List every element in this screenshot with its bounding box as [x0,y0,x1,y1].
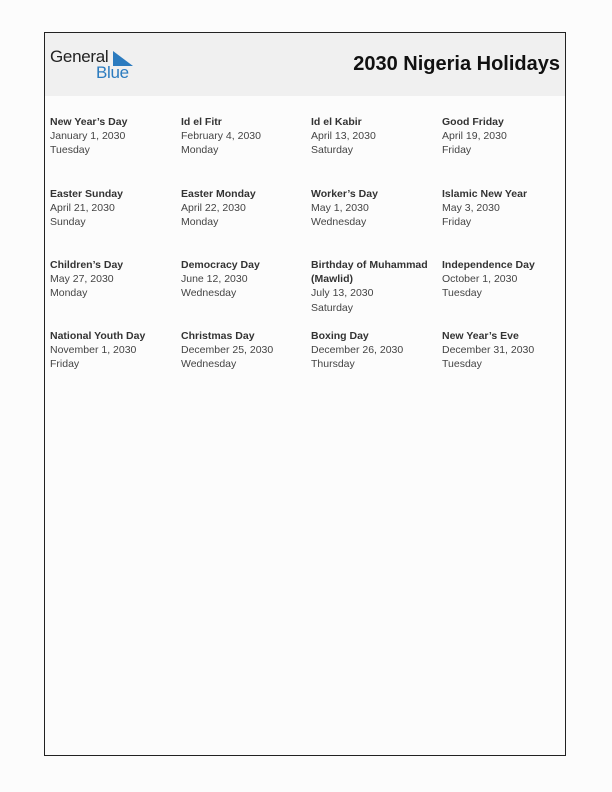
holiday-item [311,115,437,158]
holiday-name: National Youth Day [50,330,146,342]
holiday-name: New Year’s Day [50,116,128,128]
holiday-date: December 25, 2030 [181,344,274,357]
holiday-item [311,329,437,372]
holiday-item [181,329,307,372]
holiday-name: Id el Kabir [311,116,362,128]
holiday-name: New Year’s Eve [442,330,519,342]
holiday-date: July 13, 2030 [311,287,374,300]
holiday-name: Easter Monday [181,188,256,200]
holiday-item [442,187,568,230]
holiday-weekday: Wednesday [181,287,237,300]
holiday-date: April 22, 2030 [181,202,246,215]
holiday-name: Worker’s Day [311,188,378,200]
holiday-item [311,258,437,315]
holiday-weekday: Tuesday [442,358,482,371]
holiday-weekday: Monday [50,287,88,300]
holiday-name: Easter Sunday [50,188,123,200]
holiday-name: Christmas Day [181,330,255,342]
holiday-weekday: Monday [181,216,219,229]
holiday-item [181,187,307,230]
page-title: 2030 Nigeria Holidays [353,53,560,75]
holiday-date: December 31, 2030 [442,344,535,357]
holiday-weekday: Wednesday [311,216,367,229]
holiday-item [442,329,568,372]
holiday-name: Boxing Day [311,330,369,342]
logo-text-general: General [50,47,109,66]
holiday-name: Independence Day [442,259,535,271]
holiday-name: Birthday of Muhammad (Mawlid) [311,259,428,286]
generalblue-logo [50,47,140,83]
holiday-weekday: Friday [442,216,472,229]
holiday-date: January 1, 2030 [50,130,126,143]
holiday-weekday: Wednesday [181,358,237,371]
holiday-weekday: Friday [50,358,80,371]
holiday-date: April 19, 2030 [442,130,507,143]
holiday-date: December 26, 2030 [311,344,404,357]
holiday-date: February 4, 2030 [181,130,261,143]
holiday-item [50,187,176,230]
holiday-name: Islamic New Year [442,188,528,200]
holiday-item [181,115,307,158]
holiday-date: May 1, 2030 [311,202,369,215]
holiday-item [181,258,307,301]
holiday-weekday: Thursday [311,358,355,371]
holiday-item [311,187,437,230]
holiday-name: Children’s Day [50,259,124,271]
page-header [45,33,565,96]
holiday-name: Id el Fitr [181,116,222,128]
holiday-item [50,329,176,372]
holiday-item [442,258,568,301]
holiday-weekday: Saturday [311,144,354,157]
logo-text-blue: Blue [96,63,129,82]
holiday-date: April 13, 2030 [311,130,376,143]
holiday-weekday: Saturday [311,301,354,314]
holiday-item [442,115,568,158]
holiday-name: Good Friday [442,116,504,128]
holiday-weekday: Tuesday [442,287,482,300]
holiday-item [50,115,176,158]
holiday-item [50,258,176,301]
holiday-name: Democracy Day [181,259,260,271]
holiday-weekday: Friday [442,144,472,157]
holiday-page [44,32,566,756]
holiday-date: November 1, 2030 [50,344,137,357]
holiday-weekday: Tuesday [50,144,90,157]
holiday-date: April 21, 2030 [50,202,115,215]
holiday-date: June 12, 2030 [181,273,248,286]
holiday-weekday: Monday [181,144,219,157]
holiday-date: October 1, 2030 [442,273,518,286]
holiday-date: May 3, 2030 [442,202,500,215]
holiday-weekday: Sunday [50,216,86,229]
holiday-date: May 27, 2030 [50,273,114,286]
